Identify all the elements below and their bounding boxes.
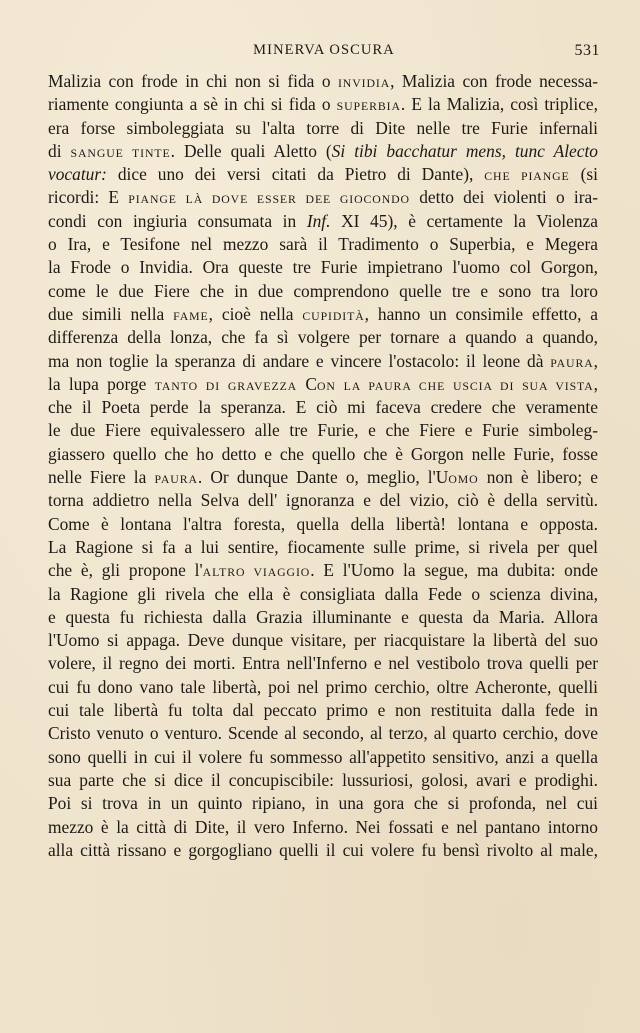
text-line [48,536,598,559]
text-line [48,722,598,745]
text-segment: la Frode o Invidia. Ora queste tre Furie impietrano l'uomo col Gorgon, [48,257,598,278]
text-segment: era forse simboleggiata su l'alta torre di Dite nelle tre Furie infernali [48,117,598,138]
text-line [48,256,598,279]
text-segment: (si [569,164,598,185]
text-segment: la lupa porge [48,373,155,394]
text-line [48,396,598,419]
text-line [48,466,598,489]
text-segment: ricordi: E [48,187,129,208]
italic-text: Si tibi bacchatur mens, tunc Alecto [331,140,598,161]
text-segment: differenza della lonza, che fa sì volgere per tornare a quando a quando, [48,327,598,348]
body-text [48,70,598,862]
text-segment: giassero quello che ho detto e che quello che è Gorgon nelle Furie, fosse [48,443,598,464]
small-caps-text: ALTRO VIAGGIO [202,565,311,580]
text-segment: . E la Malizia, così triplice, [400,94,598,115]
text-segment: condi con ingiuria consumata in [48,210,307,231]
text-line [48,699,598,722]
small-caps-text: PAURA [550,355,594,370]
text-line [48,419,598,442]
text-segment: sono quelli in cui il volere fu sommesso all'appetito sensitivo, anzi a quella [48,746,598,767]
text-line [48,326,598,349]
text-segment: Malizia con frode in chi non si fida o [48,71,338,91]
text-segment: alla città rissano e gorgogliano quelli il cui volere fu bensì rivolto al male, [48,839,598,860]
text-segment: C [297,373,318,394]
text-line [48,652,598,675]
text-line [48,792,598,815]
text-segment: mezzo è la città di Dite, il vero Inferno. Nei fossati e nel pantano intorno [48,816,598,837]
text-line [48,233,598,256]
text-line [48,210,598,233]
text-line [48,629,598,652]
text-line [48,746,598,769]
italic-text: vocatur: [48,164,107,185]
text-segment: , cioè nella [208,303,303,324]
small-caps-text: FAME [173,308,209,323]
small-caps-text: SUPERBIA [336,99,401,114]
text-segment: non è libero; e [478,467,598,488]
text-line [48,93,598,116]
small-caps-text: INVIDIA [337,76,391,90]
text-segment: detto dei violenti o ira- [409,187,598,208]
text-segment: , Malizia con frode necessa- [390,71,598,91]
text-line [48,559,598,582]
text-line [48,280,598,303]
small-caps-text: CUPIDITÀ [302,308,365,323]
text-line [48,489,598,512]
text-segment: . E l'Uomo la segue, ma dubita: onde [310,560,598,581]
text-segment: riamente congiunta a sè in chi si fida o [48,94,337,115]
small-caps-text: OMO [448,472,479,487]
text-segment: e questa fu richiesta dalla Grazia illuminante e questa da Maria. Allora [48,606,598,627]
running-title: MINERVA OSCURA [253,42,395,58]
text-line [48,117,598,140]
text-segment: o Ira, e Tesifone nel mezzo sarà il Tradimento o Superbia, e Megera [48,234,598,255]
text-line [48,303,598,326]
small-caps-text: SANGUE TINTE [70,145,171,160]
text-segment: volere, il regno dei morti. Entra nell'Inferno e nel vestibolo trova quelli per [48,653,598,674]
text-segment: che il Poeta perde la speranza. E ciò mi faceva credere che veramente [48,397,598,418]
text-line [48,513,598,536]
text-segment: di [48,140,71,161]
text-line [48,606,598,629]
text-segment: la Ragione gli rivela che ella è consigliata dalla Fede o scienza divina, [48,583,598,604]
text-line [48,816,598,839]
text-segment: due simili nella [48,303,174,324]
text-segment: ma non toglie la speranza di andare e vincere l'ostacolo: il leone dà [48,350,551,371]
text-line [48,186,598,209]
page-number: 531 [574,42,600,59]
italic-text: Inf. [306,210,331,231]
text-segment: . Delle quali Aletto ( [170,140,332,161]
text-segment: , hanno un consimile effetto, a [364,303,598,324]
small-caps-text: ON LA PAURA CHE USCIA DI SUA VISTA [317,378,594,393]
text-segment: XI 45), è certamente la Violenza [330,210,598,231]
text-line [48,70,598,93]
text-segment: che è, gli propone l' [48,560,203,581]
text-segment: . Or dunque Dante o, meglio, l'U [197,467,449,488]
text-line [48,140,598,163]
text-segment: , [593,373,598,394]
text-segment: dice uno dei versi citati da Pietro di Dante), [106,164,485,185]
text-segment: torna addietro nella Selva dell' ignoranza e del vizio, ciò è della servitù. [48,490,598,511]
text-line [48,676,598,699]
running-head [48,42,600,62]
text-line [48,350,598,373]
text-segment: Cristo venuto o venturo. Scende al secondo, al terzo, al quarto cerchio, dove [48,723,598,744]
text-segment: sua parte che si dice il concupiscibile: lussuriosi, golosi, avari e prodighi. [48,769,598,790]
text-segment: Poi si trova in un quinto ripiano, in una gora che si profonda, nel cui [48,793,598,814]
small-caps-text: TANTO DI GRAVEZZA [154,378,298,393]
text-segment: come le due Fiere che in due comprendono quelle tre e sono tra loro [48,280,598,301]
text-line [48,163,598,186]
small-caps-text: CHE PIANGE [484,169,570,184]
text-line [48,583,598,606]
text-line [48,769,598,792]
text-segment: le due Fiere equivalessero alle tre Furie, e che Fiere e Furie simboleg- [48,420,598,441]
text-segment: cui fu dono vano tale libertà, poi nel primo cerchio, oltre Acheronte, quelli [48,676,598,697]
text-line [48,373,598,396]
text-line [48,839,598,862]
text-segment: , [593,350,598,371]
small-caps-text: PIANGE LÀ DOVE ESSER DEE GIOCONDO [128,192,410,207]
text-segment: cui tale libertà fu tolta dal peccato primo e non restituita dalla fede in [48,700,598,721]
text-segment: Come è lontana l'altra foresta, quella della libertà! lontana e opposta. [48,513,598,534]
text-segment: l'Uomo si appaga. Deve dunque visitare, per riacquistare la libertà del suo [48,630,598,651]
text-line [48,443,598,466]
small-caps-text: PAURA [154,472,198,487]
text-segment: nelle Fiere la [48,467,155,488]
text-segment: La Ragione si fa a lui sentire, fiocamente sulle prime, si rivela per quel [48,536,598,557]
